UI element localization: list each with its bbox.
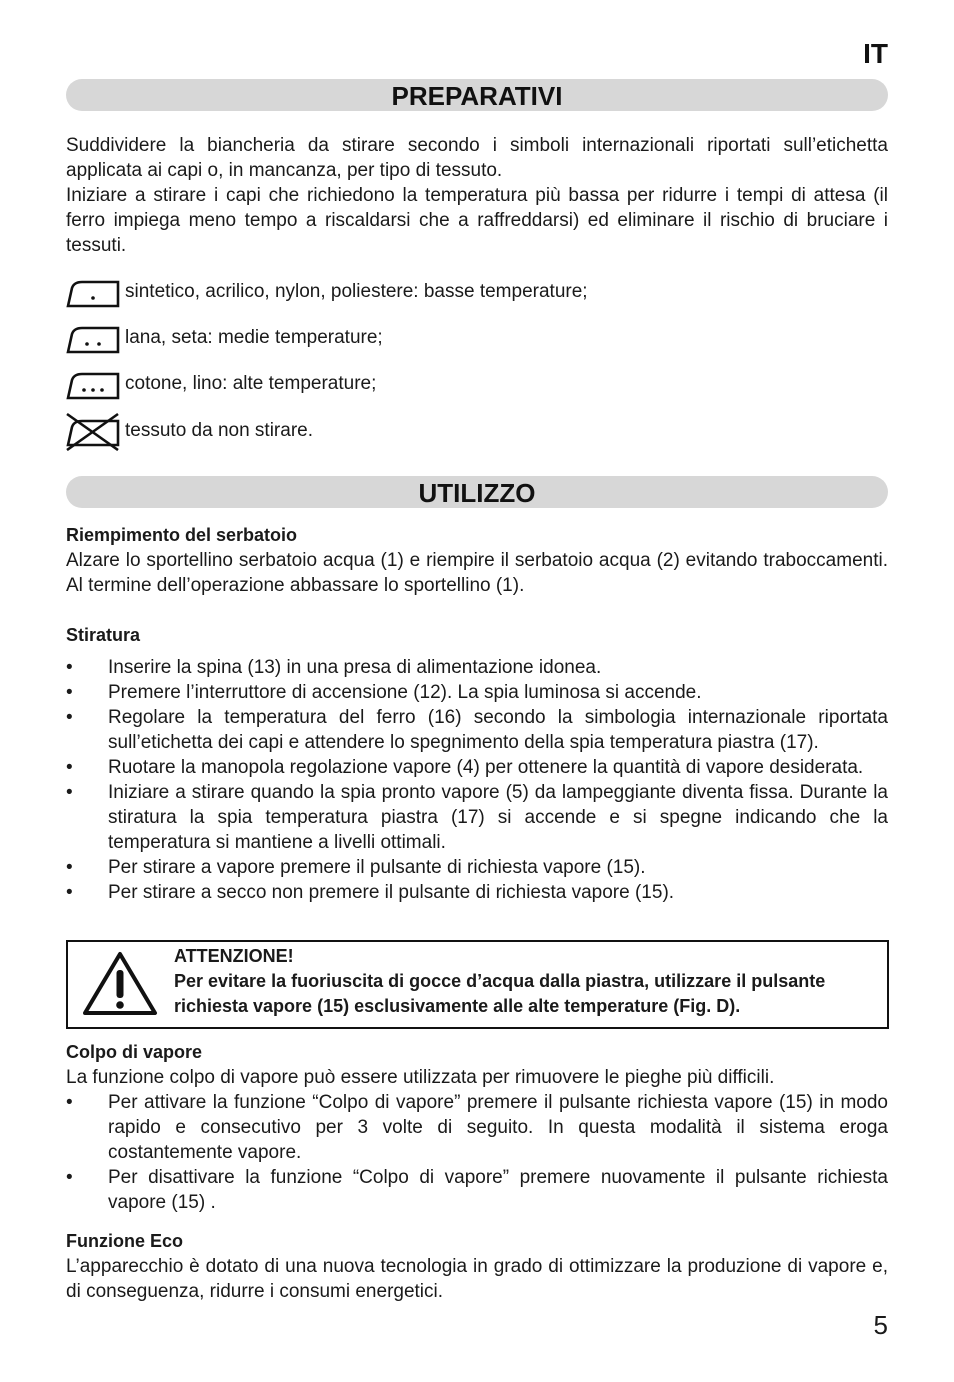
eco-text: L’apparecchio è dotato di una nuova tecnologia in grado di ottimizzare la produzione di vapore e, di conseguenza, ridurre i consumi energetici. <box>66 1256 888 1302</box>
do-not-iron-icon <box>66 411 120 451</box>
heading-stiratura: Stiratura <box>66 625 141 645</box>
symbol-row-medium-temp <box>66 318 383 358</box>
list-item: • Per disattivare la funzione “Colpo di vapore” premere nuovamente il pulsante richiesta vapore (15) . <box>66 1165 888 1215</box>
heading-funzione-eco: Funzione Eco <box>66 1231 183 1251</box>
list-item: • Per stirare a vapore premere il pulsante di richiesta vapore (15). <box>66 855 888 880</box>
page-number: 5 <box>873 1310 888 1340</box>
symbol-label: cotone, lino: alte temperature; <box>125 373 377 394</box>
iron-one-dot-icon <box>66 272 120 312</box>
list-item: • Ruotare la manopola regolazione vapore (4) per ottenere la quantità di vapore desiderata. <box>66 755 888 780</box>
list-item: • Inserire la spina (13) in una presa di alimentazione idonea. <box>66 655 888 680</box>
warning-body: Per evitare la fuoriuscita di gocce d’acqua dalla piastra, utilizzare il pulsante richiesta vapore (15) esclusivamente alle alte temperature (Fig. D). <box>174 971 826 1016</box>
list-item: • Regolare la temperatura del ferro (16) secondo la simbologia internazionale riportata sull’etichetta dei capi e attendere lo spegnimento della spia temperatura piastra (17). <box>66 705 888 755</box>
iron-two-dots-icon <box>66 318 120 358</box>
symbol-row-low-temp <box>66 272 588 312</box>
riempimento-text: Alzare lo sportellino serbatoio acqua (1) e riempire il serbatoio acqua (2) evitando traboccamenti. Al termine dell’operazione abbassare lo sportellino (1). <box>66 550 888 596</box>
language-tag: IT <box>863 38 888 69</box>
list-item: • Iniziare a stirare quando la spia pronto vapore (5) da lampeggiante diventa fissa. Durante la stiratura la spia temperatura piastra (17) si accende e si spegne indicando che la temperatura si mantiene a livelli ottimali. <box>66 780 888 855</box>
symbol-row-no-iron <box>66 411 313 451</box>
list-item: • Premere l’interruttore di accensione (12). La spia luminosa si accende. <box>66 680 888 705</box>
warning-triangle-icon <box>80 948 160 1018</box>
warning-title: ATTENZIONE! <box>174 946 294 966</box>
preparativi-paragraph-2: Iniziare a stirare i capi che richiedono la temperatura più bassa per ridurre i tempi di attesa (il ferro impiega meno tempo a riscaldarsi che a raffreddarsi) ed eliminare il rischio di bruciare i tessuti. <box>66 185 888 256</box>
colpo-intro: La funzione colpo di vapore può essere utilizzata per rimuovere le pieghe più difficili. <box>66 1067 775 1088</box>
symbol-row-high-temp <box>66 364 376 404</box>
symbol-label: lana, seta: medie temperature; <box>125 327 383 348</box>
heading-colpo-di-vapore: Colpo di vapore <box>66 1042 203 1062</box>
section-title-utilizzo: UTILIZZO <box>66 476 888 508</box>
warning-text <box>174 944 879 1019</box>
list-item: • Per attivare la funzione “Colpo di vapore” premere il pulsante richiesta vapore (15) in modo rapido e consecutivo per 3 volte di seguito. In questa modalità il sistema eroga costantemente vapore. <box>66 1090 888 1165</box>
list-item: • Per stirare a secco non premere il pulsante di richiesta vapore (15). <box>66 880 888 905</box>
symbol-label: sintetico, acrilico, nylon, poliestere: basse temperature; <box>125 281 588 302</box>
preparativi-paragraph-1: Suddividere la biancheria da stirare secondo i simboli internazionali riportati sull’etichetta applicata ai capi o, in mancanza, per tipo di tessuto. <box>66 135 888 181</box>
heading-riempimento: Riempimento del serbatoio <box>66 525 298 545</box>
section-title-preparativi: PREPARATIVI <box>66 79 888 111</box>
symbol-label: tessuto da non stirare. <box>125 420 313 441</box>
iron-three-dots-icon <box>66 364 120 404</box>
colpo-list <box>66 1090 888 1215</box>
warning-box <box>66 940 889 1029</box>
stiratura-list <box>66 655 888 905</box>
